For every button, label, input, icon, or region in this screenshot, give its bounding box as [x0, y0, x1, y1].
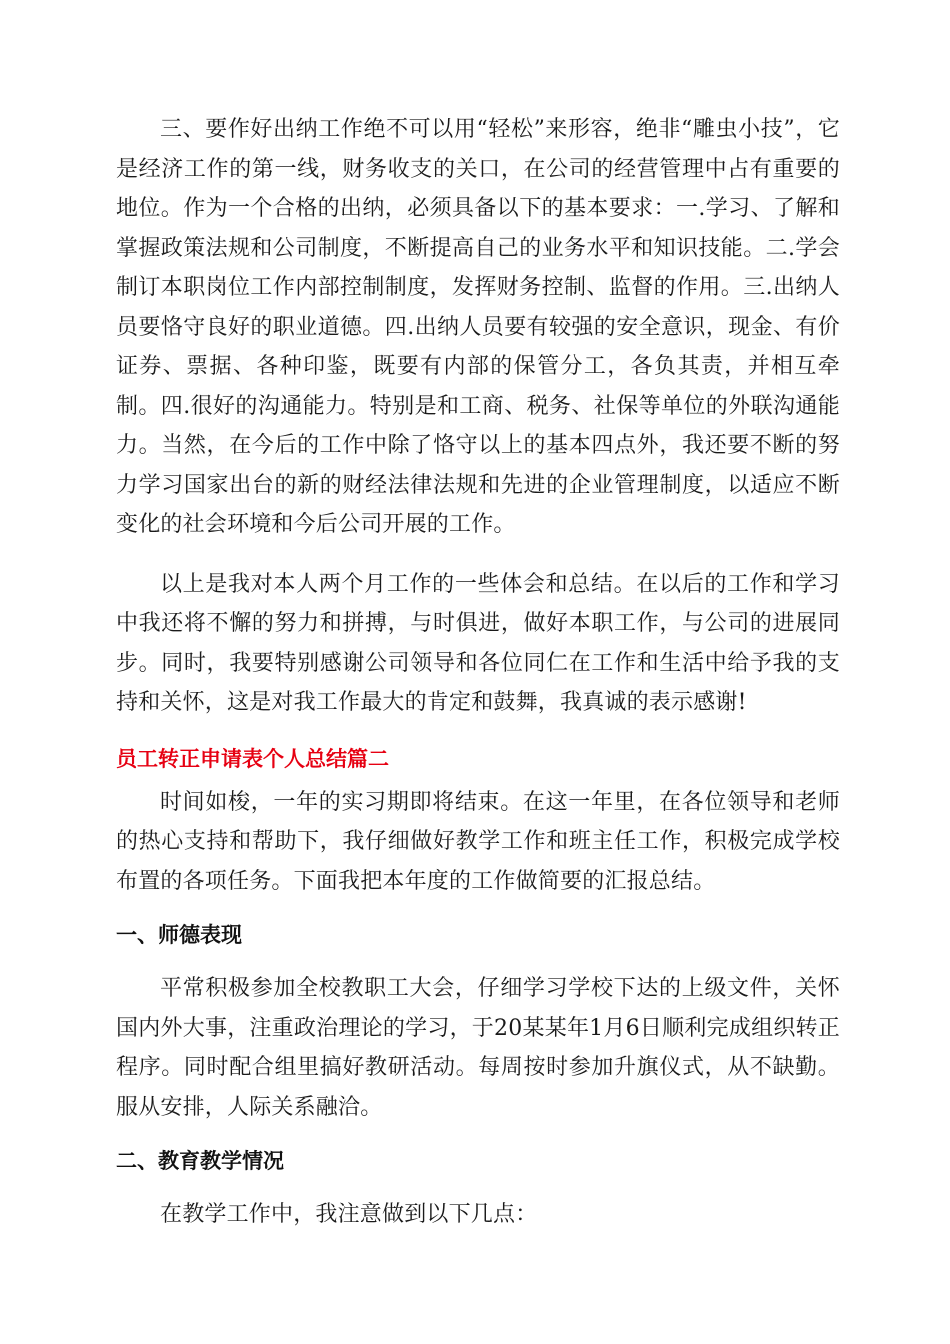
teaching-paragraph: 在教学工作中，我注意做到以下几点： [160, 1202, 538, 1227]
subheading-ethics: 一、师德表现 [116, 923, 242, 947]
body-paragraph: 以上是我对本人两个月工作的一些体会和总结。在以后的工作和学习中我还将不懈的努力和拼搏，与时俱进，做好本职工作，与公司的进展同步。同时，我要特别感谢公司领导和各位同仁在工作和生活中给予我的支持和关怀，这是对我工作最大的肯定和鼓舞，我真诚的表示感谢! [116, 571, 840, 715]
section-title: 员工转正申请表个人总结篇二 [116, 746, 389, 771]
body-paragraph: 三、要作好出纳工作绝不可以用“轻松”来形容，绝非“雕虫小技”，它是经济工作的第一线，财务收支的关口，在公司的经营管理中占有重要的地位。作为一个合格的出纳，必须具备以下的基本要求：一.学习、了解和掌握政策法规和公司制度，不断提高自己的业务水平和知识技能。二.学会制订本职岗位工作内部控制制度，发挥财务控制、监督的作用。三.出纳人员要恪守良好的职业道德。四.出纳人员要有较强的安全意识，现金、有价证券、票据、各种印鉴，既要有内部的保管分工，各负其责，并相互牵制。四.很好的沟通能力。特别是和工商、税务、社保等单位的外联沟通能力。当然，在今后的工作中除了恪守以上的基本四点外，我还要不断的努力学习国家出台的新的财经法律法规和先进的企业管理制度，以适应不断变化的社会环境和今后公司开展的工作。 [116, 117, 840, 537]
ethics-paragraph: 平常积极参加全校教职工大会，仔细学习学校下达的上级文件，关怀国内外大事，注重政治理论的学习，于20某某年1月6日顺利完成组织转正程序。同时配合组里搞好教研活动。每周按时参加升旗仪式，从不缺勤。服从安排，人际关系融洽。 [116, 976, 840, 1120]
subheading-teaching: 二、教育教学情况 [116, 1149, 284, 1173]
document-page [116, 110, 840, 1235]
intro-paragraph: 时间如梭，一年的实习期即将结束。在这一年里，在各位领导和老师的热心支持和帮助下，我仔细做好教学工作和班主任工作，积极完成学校布置的各项任务。下面我把本年度的工作做简要的汇报总结。 [116, 789, 840, 894]
